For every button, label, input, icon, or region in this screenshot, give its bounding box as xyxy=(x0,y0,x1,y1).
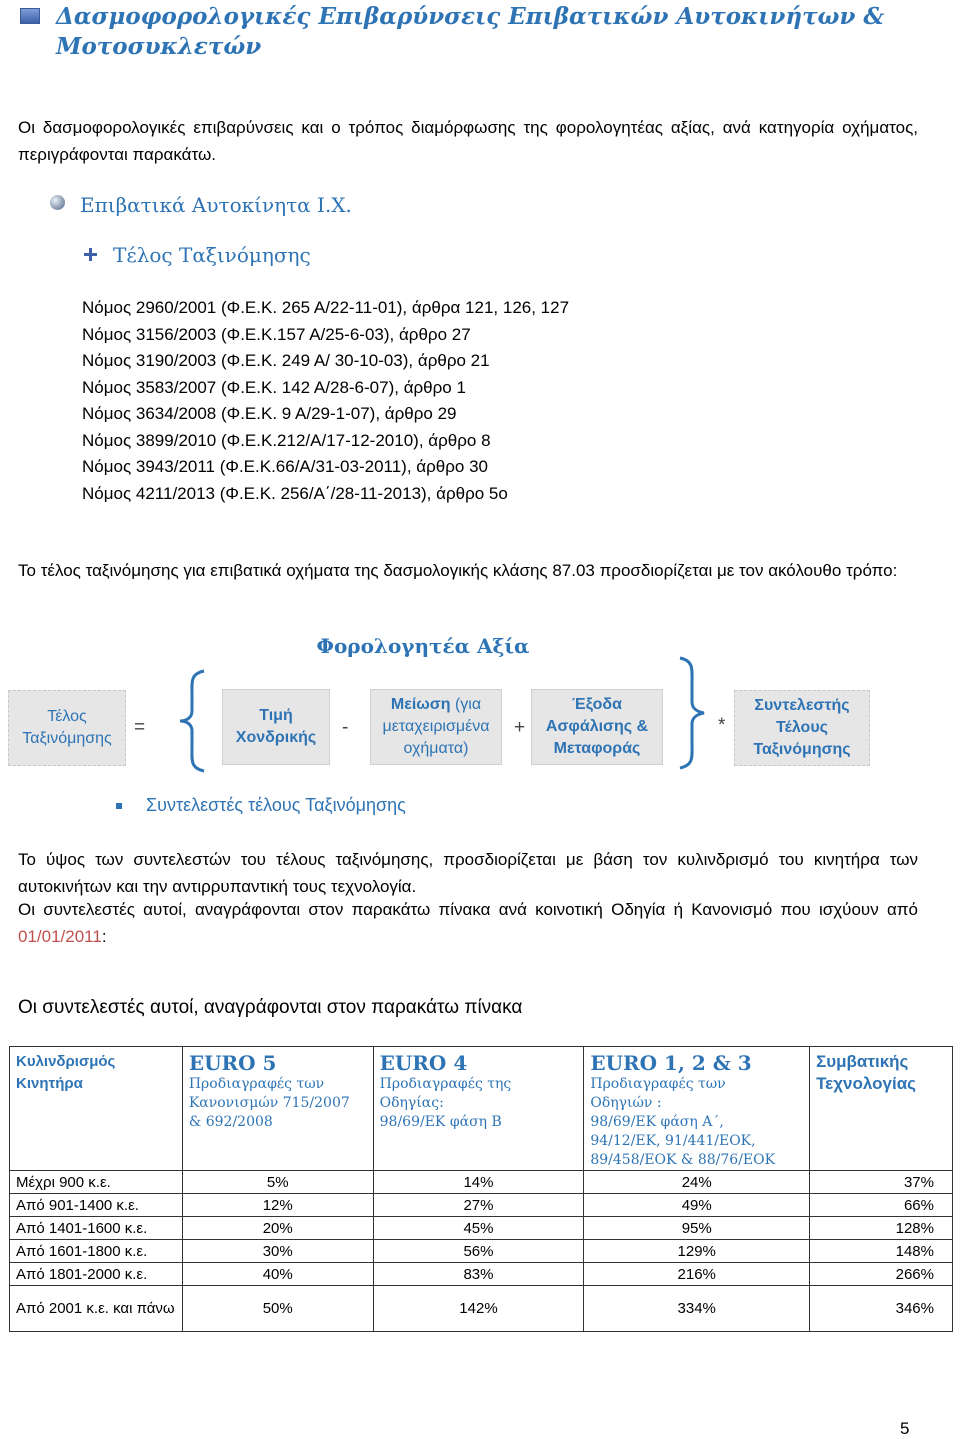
table-row xyxy=(10,1240,953,1263)
formula-text: οχήματα) xyxy=(403,740,469,757)
heading-marker-icon xyxy=(20,8,40,24)
formula-box-registration-fee xyxy=(8,690,126,766)
table-intro: Οι συντελεστές αυτοί, αναγράφονται στον παρακάτω πίνακα xyxy=(18,997,523,1018)
cell-conventional: 37% xyxy=(810,1171,953,1194)
law-item: Νόμος 2960/2001 (Φ.Ε.Κ. 265 Α/22-11-01), άρθρα 121, 126, 127 xyxy=(82,298,570,317)
cell-euro123: 24% xyxy=(584,1171,810,1194)
cell-conventional: 346% xyxy=(810,1286,953,1332)
table-row xyxy=(10,1171,953,1194)
cell-euro123: 334% xyxy=(584,1286,810,1332)
page-heading: Δασμοφορολογικές Επιβαρύνσεις Επιβατικών Αυτοκινήτων & Μοτοσυκλετών xyxy=(56,3,885,60)
header-text: EURO 4 xyxy=(379,1051,468,1075)
directives-paragraph xyxy=(18,896,918,950)
law-item: Νόμος 3583/2007 (Φ.Ε.Κ. 142 Α/28-6-07), άρθρο 1 xyxy=(82,377,466,397)
law-item: Νόμος 3190/2003 (Φ.Ε.Κ. 249 Α/ 30-10-03), άρθρο 21 xyxy=(82,351,490,370)
minus-sign: - xyxy=(342,717,349,738)
cell-euro123: 216% xyxy=(584,1263,810,1286)
header-conventional xyxy=(810,1047,953,1171)
cell-euro5: 40% xyxy=(182,1263,373,1286)
cell-euro5: 20% xyxy=(182,1217,373,1240)
rates-table xyxy=(9,1046,953,1332)
formula-box-wholesale-price xyxy=(223,690,329,764)
table-header-row xyxy=(10,1047,953,1171)
header-text: Οδηγιών : xyxy=(590,1095,662,1111)
cell-euro4: 56% xyxy=(373,1240,584,1263)
header-text: 89/458/ΕΟΚ & 88/76/ΕΟΚ xyxy=(590,1152,776,1168)
law-item: Νόμος 3156/2003 (Φ.Ε.Κ.157 Α/25-6-03), άρθρο 27 xyxy=(82,324,471,344)
cell-euro5: 50% xyxy=(182,1286,373,1332)
header-text: 94/12/ΕΚ, 91/441/ΕΟΚ, xyxy=(590,1133,756,1149)
cell-conventional: 148% xyxy=(810,1240,953,1263)
header-text: Προδιαγραφές της xyxy=(379,1076,512,1092)
formula-box-reduction xyxy=(371,690,501,764)
header-text: & 692/2008 xyxy=(188,1114,273,1130)
right-brace-icon xyxy=(676,655,706,771)
table-row xyxy=(10,1194,953,1217)
laws-list xyxy=(82,295,569,507)
row-label: Μέχρι 900 κ.ε. xyxy=(10,1171,183,1194)
cell-conventional: 66% xyxy=(810,1194,953,1217)
header-euro123 xyxy=(584,1047,810,1171)
cell-euro5: 30% xyxy=(182,1240,373,1263)
formula-text: Τέλος xyxy=(47,708,87,725)
section-registration-fee: Τέλος Ταξινόμησης xyxy=(113,243,311,267)
cell-euro5: 5% xyxy=(182,1171,373,1194)
formula-box-coefficient xyxy=(734,690,870,766)
cell-conventional: 128% xyxy=(810,1217,953,1240)
page-number: 5 xyxy=(900,1419,910,1438)
paragraph-text: Οι συντελεστές αυτοί, αναγράφονται στον παρακάτω πίνακα ανά κοινοτική Οδηγία ή Κανονισμό που ισχύουν από xyxy=(18,900,918,919)
row-label: Από 1401-1600 κ.ε. xyxy=(10,1217,183,1240)
cell-euro4: 142% xyxy=(373,1286,584,1332)
row-label: Από 1601-1800 κ.ε. xyxy=(10,1240,183,1263)
header-cylinder xyxy=(10,1047,183,1171)
header-euro5 xyxy=(182,1047,373,1171)
formula-text: Έξοδα xyxy=(572,696,622,713)
plus-sign: + xyxy=(514,717,526,738)
header-text: Συμβατικής xyxy=(816,1052,909,1071)
header-text: EURO 5 xyxy=(188,1051,277,1075)
formula-text: Ταξινόμησης xyxy=(22,730,112,747)
table-row xyxy=(10,1286,953,1332)
section-passenger-cars: Επιβατικά Αυτοκίνητα Ι.Χ. xyxy=(80,193,352,217)
formula-text: (για xyxy=(450,696,482,713)
cell-euro123: 129% xyxy=(584,1240,810,1263)
formula-text: Μείωση xyxy=(390,696,451,713)
law-item: Νόμος 4211/2013 (Φ.Ε.Κ. 256/Α΄/28-11-2013), άρθρο 5ο xyxy=(82,483,508,503)
cell-euro123: 95% xyxy=(584,1217,810,1240)
formula-box-costs xyxy=(532,690,662,764)
header-text: EURO 1, 2 & 3 xyxy=(590,1051,752,1075)
table-row xyxy=(10,1263,953,1286)
formula-text: μεταχειρισμένα xyxy=(382,718,490,735)
header-text: Τεχνολογίας xyxy=(816,1074,916,1093)
cell-euro123: 49% xyxy=(584,1194,810,1217)
left-brace-icon xyxy=(178,668,208,774)
law-item: Νόμος 3899/2010 (Φ.Ε.Κ.212/Α/17-12-2010), άρθρο 8 xyxy=(82,430,491,450)
intro-paragraph: Οι δασμοφορολογικές επιβαρύνσεις και ο τρόπος διαμόρφωσης της φορολογητέας αξίας, ανά κατηγορία οχήματος, περιγράφονται παρακάτω. xyxy=(18,118,918,164)
section-coefficients: Συντελεστές τέλους Ταξινόμησης xyxy=(146,795,406,815)
cell-euro4: 14% xyxy=(373,1171,584,1194)
formula-text: Τέλους xyxy=(776,719,828,736)
formula-text: Ταξινόμησης xyxy=(753,741,851,758)
header-text: Οδηγίας: xyxy=(379,1095,444,1111)
row-label: Από 1801-2000 κ.ε. xyxy=(10,1263,183,1286)
header-text: 98/69/ΕΚ φάση Β xyxy=(379,1114,502,1130)
table-row xyxy=(10,1217,953,1240)
square-bullet-icon xyxy=(116,803,122,809)
equals-sign: = xyxy=(134,717,146,738)
header-text: 98/69/ΕΚ φάση Α΄, xyxy=(590,1114,724,1130)
formula-text: Τιμή xyxy=(259,707,293,724)
header-euro4 xyxy=(373,1047,584,1171)
paragraph-text: : xyxy=(101,927,107,946)
formula-text: Μεταφοράς xyxy=(553,740,641,757)
formula-text: Ασφάλισης & xyxy=(545,718,649,735)
multiply-sign: * xyxy=(718,715,726,736)
row-label: Από 2001 κ.ε. και πάνω xyxy=(10,1286,183,1332)
formula-text: Συντελεστής xyxy=(754,697,850,714)
cell-euro4: 45% xyxy=(373,1217,584,1240)
law-item: Νόμος 3634/2008 (Φ.Ε.Κ. 9 Α/29-1-07), άρθρο 29 xyxy=(82,404,457,423)
header-text: Κινητήρα xyxy=(16,1075,83,1092)
plus-bullet-icon xyxy=(84,248,97,261)
fee-description: Το τέλος ταξινόμησης για επιβατικά οχήματα της δασμολογικής κλάσης 87.03 προσδιορίζεται με τον ακόλουθο τρόπο: xyxy=(18,561,898,580)
effective-date: 01/01/2011 xyxy=(18,927,102,946)
formula-title: Φορολογητέα Αξία xyxy=(316,634,530,658)
header-text: Κυλινδρισμός xyxy=(16,1053,116,1070)
formula-text: Χονδρικής xyxy=(235,729,317,746)
header-text: Προδιαγραφές των xyxy=(590,1076,726,1092)
sphere-bullet-icon xyxy=(50,195,65,210)
coefficients-paragraph: Το ύψος των συντελεστών του τέλους ταξινόμησης, προσδιορίζεται με βάση τον κυλινδρισμό του κινητήρα των αυτοκινήτων και την αντιρρυπαντική τους τεχνολογία. xyxy=(18,850,918,896)
law-item: Νόμος 3943/2011 (Φ.Ε.Κ.66/Α/31-03-2011), άρθρο 30 xyxy=(82,457,488,476)
header-text: Προδιαγραφές των xyxy=(188,1076,325,1092)
cell-conventional: 266% xyxy=(810,1263,953,1286)
row-label: Από 901-1400 κ.ε. xyxy=(10,1194,183,1217)
cell-euro4: 27% xyxy=(373,1194,584,1217)
header-text: Κανονισμών 715/2007 xyxy=(188,1095,350,1111)
cell-euro4: 83% xyxy=(373,1263,584,1286)
cell-euro5: 12% xyxy=(182,1194,373,1217)
